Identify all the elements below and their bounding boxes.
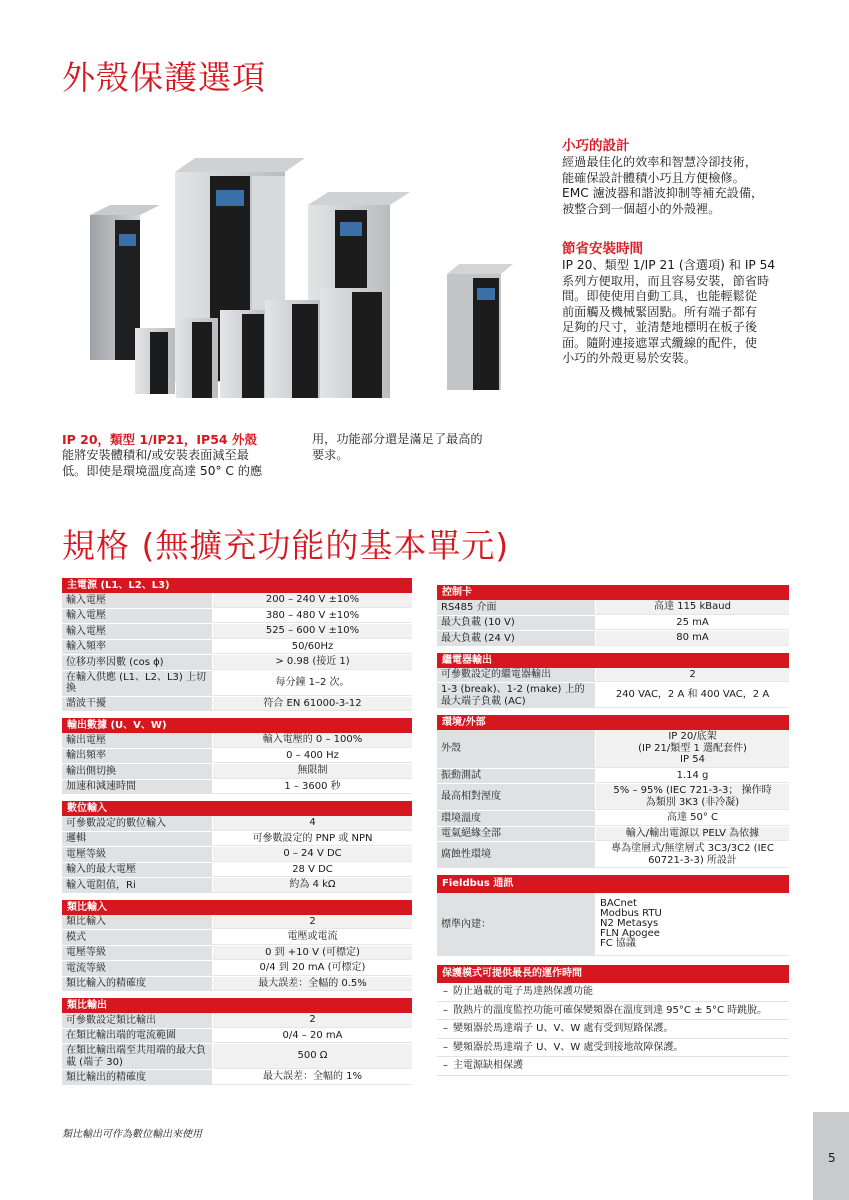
table-row — [62, 780, 412, 796]
table-row — [437, 811, 789, 827]
table-row — [62, 847, 412, 863]
install-line: 前面觸及機械緊固點。所有端子都有 — [562, 304, 757, 319]
table-cell-label: 振動測試 — [437, 769, 595, 784]
table-cell-value: 50/60Hz — [212, 640, 412, 655]
table-row — [62, 624, 412, 640]
fieldbus-item: N2 Metasys — [600, 918, 659, 929]
table-cell-label: 在類比輸出端的電流範圍 — [62, 1029, 212, 1044]
table-cell-label: 可參數設定的數位輸入 — [62, 816, 212, 831]
table-cell-label: 模式 — [62, 930, 212, 945]
table-row — [62, 749, 412, 765]
table-cell-label: 位移功率因數 (cos ϕ) — [62, 655, 212, 670]
table-row — [62, 1044, 412, 1070]
footnote: 類比輸出可作為數位輸出來使用 — [62, 1129, 202, 1140]
table-row — [62, 977, 412, 993]
table-cell-label: 邏輯 — [62, 832, 212, 847]
table-cell-label: 輸入電阻值，Ri — [62, 878, 212, 893]
table-row — [62, 697, 412, 713]
table-cell-label: 輸出電壓 — [62, 733, 212, 748]
product-image-small — [445, 262, 515, 392]
table-header: 類比輸出 — [62, 998, 412, 1013]
table-cell-value: 可參數設定的 PNP 或 NPN — [212, 832, 412, 847]
table-row — [62, 816, 412, 832]
table-cell-label: 電流等級 — [62, 961, 212, 976]
table-cell-value: 525 – 600 V ±10% — [212, 624, 412, 639]
table-cell-value: 0/4 到 20 mA (可標定) — [212, 961, 412, 976]
table-cell-label: 輸入電壓 — [62, 624, 212, 639]
table-cell-label: 輸出側切換 — [62, 764, 212, 779]
install-title: 節省安裝時間 — [562, 241, 643, 257]
fieldbus-item: FC 協議 — [600, 938, 636, 949]
table-cell-value: 200 – 240 V ±10% — [212, 593, 412, 608]
table-cell-value: IP 20/底架 (IP 21/類型 1 選配套件) IP 54 — [595, 730, 789, 768]
table-cell-label: 加速和減速時間 — [62, 780, 212, 795]
spec-block — [62, 998, 412, 1086]
table-header: 數位輸入 — [62, 801, 412, 816]
ip-line: 低。即使是環境溫度高達 50° C 的應 — [62, 464, 263, 478]
compact-design-title: 小巧的設計 — [562, 138, 630, 154]
compact-line: EMC 濾波器和諧波抑制等補充設備， — [562, 186, 764, 200]
table-cell-value: 最大誤差：全幅的 0.5% — [212, 977, 412, 992]
table-cell-value: 專為塗層式/無塗層式 3C3/3C2 (IEC 60721-3-3) 所設計 — [595, 842, 789, 868]
ip-line: 要求。 — [312, 448, 349, 462]
table-row — [437, 730, 789, 769]
table-cell-label: 外殼 — [437, 730, 595, 768]
spec-block — [62, 578, 412, 712]
table-row — [62, 946, 412, 962]
table-cell-value: 輸入/輸出電源以 PELV 為依據 — [595, 827, 789, 842]
table-row — [62, 961, 412, 977]
compact-line: 被整合到一個超小的外殼裡。 — [562, 201, 721, 216]
fieldbus-item: Modbus RTU — [600, 908, 662, 919]
table-cell-value: 240 VAC，2 A 和 400 VAC，2 A — [595, 683, 789, 708]
protection-item: – 變頻器於馬達端子 U、V、W 處受到接地故障保護。 — [437, 1039, 789, 1058]
page-number: 5 — [828, 1151, 836, 1165]
table-cell-value: 80 mA — [595, 631, 789, 646]
table-cell-value: 0 到 +10 V (可標定) — [212, 946, 412, 961]
spec-block — [437, 585, 789, 647]
fieldbus-block — [437, 875, 789, 957]
table-cell-label: 類比輸入 — [62, 915, 212, 930]
table-header: 輸出數據 (U、V、W) — [62, 718, 412, 733]
table-cell-value: 符合 EN 61000-3-12 — [212, 697, 412, 712]
table-header: 控制卡 — [437, 585, 789, 600]
table-cell-label: 可參數設定類比輸出 — [62, 1013, 212, 1028]
table-cell-label: 輸入電壓 — [62, 609, 212, 624]
table-cell-value: 500 Ω — [212, 1044, 412, 1069]
table-header: 繼電器輸出 — [437, 653, 789, 668]
table-row — [62, 593, 412, 609]
table-cell-value: 2 — [595, 668, 789, 683]
fieldbus-list — [595, 893, 789, 956]
table-row — [62, 733, 412, 749]
table-cell-value: 0/4 – 20 mA — [212, 1029, 412, 1044]
table-cell-label: 輸入電壓 — [62, 593, 212, 608]
table-cell-label: 1-3 (break)、1-2 (make) 上的最大端子負載 (AC) — [437, 683, 595, 708]
table-row — [62, 930, 412, 946]
table-row — [437, 784, 789, 811]
left-spec-table — [62, 578, 412, 1086]
protection-header: 保護模式可提供最長的運作時間 — [437, 965, 789, 983]
ip-text-col2 — [312, 431, 512, 463]
spec-block — [437, 715, 789, 869]
protection-item: – 防止過載的電子馬達熱保護功能 — [437, 983, 789, 1002]
table-cell-value: 0 – 24 V DC — [212, 847, 412, 862]
fieldbus-item: FLN Apogee — [600, 928, 660, 939]
table-cell-label: 電壓等級 — [62, 946, 212, 961]
fieldbus-item: BACnet — [600, 898, 637, 909]
table-cell-value: 無限制 — [212, 764, 412, 779]
ip-line: 用，功能部分還是滿足了最高的 — [312, 432, 483, 446]
table-cell-label: 最高相對溼度 — [437, 784, 595, 810]
table-header: 環境/外部 — [437, 715, 789, 730]
table-row — [437, 631, 789, 647]
table-cell-value: 電壓或電流 — [212, 930, 412, 945]
compact-line: 能確保設計體積小巧且方便檢修。 — [562, 170, 745, 185]
table-cell-value: 高達 50° C — [595, 811, 789, 826]
table-cell-value: 5% – 95% (IEC 721-3-3； 操作時 為類別 3K3 (非冷凝) — [595, 784, 789, 810]
table-header: 主電源 (L1、L2、L3) — [62, 578, 412, 593]
table-row — [437, 827, 789, 843]
table-cell-label: 腐蝕性環境 — [437, 842, 595, 868]
table-cell-value: 25 mA — [595, 616, 789, 631]
table-cell-label: 最大負載 (10 V) — [437, 616, 595, 631]
table-row — [62, 609, 412, 625]
ip-line: 能將安裝體積和/或安裝表面減至最 — [62, 448, 249, 462]
table-cell-label: 電壓等級 — [62, 847, 212, 862]
page-title: 外殼保護選項 — [62, 58, 266, 97]
table-cell-value: 每分鐘 1–2 次。 — [212, 671, 412, 696]
fieldbus-label: 標準內建： — [437, 893, 595, 956]
spec-block — [62, 718, 412, 795]
table-row — [62, 1070, 412, 1086]
table-cell-label: 在輸入供應 (L1、L2、L3) 上切換 — [62, 671, 212, 696]
table-row — [62, 863, 412, 879]
table-cell-label: 類比輸出的精確度 — [62, 1070, 212, 1085]
table-cell-value: 380 – 480 V ±10% — [212, 609, 412, 624]
ip-text-col1 — [62, 447, 282, 479]
install-line: 系列方便取用，而且容易安裝，節省時 — [562, 273, 770, 288]
compact-line: 經過最佳化的效率和智慧冷卻技術， — [562, 155, 757, 169]
table-cell-value: 1 – 3600 秒 — [212, 780, 412, 795]
table-cell-label: 諧波干擾 — [62, 697, 212, 712]
install-line: 間。即使使用自動工具，也能輕鬆從 — [562, 289, 757, 303]
table-row — [62, 671, 412, 697]
table-cell-label: 在類比輸出端至共用端的最大負載 (端子 30) — [62, 1044, 212, 1069]
table-cell-value: > 0.98 (接近 1) — [212, 655, 412, 670]
table-header: 類比輸入 — [62, 900, 412, 915]
table-row — [62, 764, 412, 780]
table-cell-label: 類比輸入的精確度 — [62, 977, 212, 992]
table-cell-label: 輸入頻率 — [62, 640, 212, 655]
table-row — [437, 769, 789, 785]
table-row — [437, 616, 789, 632]
table-cell-value: 高達 115 kBaud — [595, 600, 789, 615]
spec-block — [62, 900, 412, 993]
table-cell-label: RS485 介面 — [437, 600, 595, 615]
table-row — [437, 683, 789, 709]
fieldbus-header: Fieldbus 通訊 — [437, 875, 789, 893]
protection-item: – 變頻器於馬達端子 U、V、W 處有受到短路保護。 — [437, 1020, 789, 1039]
table-row — [62, 878, 412, 894]
table-row — [437, 668, 789, 684]
table-cell-value: 0 – 400 Hz — [212, 749, 412, 764]
table-cell-value: 約為 4 kΩ — [212, 878, 412, 893]
table-cell-value: 最大誤差：全幅的 1% — [212, 1070, 412, 1085]
table-row — [62, 915, 412, 931]
right-spec-table — [437, 585, 789, 1076]
spec-block — [62, 801, 412, 894]
protection-item: – 主電源缺相保護 — [437, 1057, 789, 1076]
install-line: 小巧的外殼更易於安裝。 — [562, 351, 697, 365]
table-cell-value: 4 — [212, 816, 412, 831]
table-cell-value: 28 V DC — [212, 863, 412, 878]
table-row — [437, 600, 789, 616]
table-cell-label: 最大負載 (24 V) — [437, 631, 595, 646]
table-cell-label: 輸入的最大電壓 — [62, 863, 212, 878]
table-cell-label: 環境溫度 — [437, 811, 595, 826]
spec-block — [437, 653, 789, 710]
ip-title: IP 20，類型 1/IP21，IP54 外殼 — [62, 432, 257, 447]
table-cell-value: 2 — [212, 1013, 412, 1028]
table-cell-value: 1.14 g — [595, 769, 789, 784]
spec-title: 規格 (無擴充功能的基本單元) — [62, 526, 510, 565]
table-row — [62, 655, 412, 671]
table-cell-value: 輸入電壓的 0 – 100% — [212, 733, 412, 748]
table-cell-label: 輸出頻率 — [62, 749, 212, 764]
compact-design-section — [562, 138, 792, 217]
install-line: 面。隨附連接遮罩式纜線的配件，使 — [562, 335, 757, 350]
table-row — [62, 1029, 412, 1045]
protection-item: – 散熱片的溫度監控功能可確保變頻器在溫度到達 95°C ± 5°C 時跳脫。 — [437, 1002, 789, 1021]
install-line: 足夠的尺寸，並清楚地標明在板子後 — [562, 320, 757, 334]
table-cell-label: 可參數設定的繼電器輸出 — [437, 668, 595, 683]
table-row — [62, 1013, 412, 1029]
protection-block — [437, 965, 789, 1076]
table-row — [62, 640, 412, 656]
table-cell-value: 2 — [212, 915, 412, 930]
table-cell-label: 電氣絕緣全部 — [437, 827, 595, 842]
table-row — [62, 832, 412, 848]
install-line: IP 20、類型 1/IP 21 (含選項) 和 IP 54 — [562, 258, 776, 272]
install-section — [562, 241, 792, 367]
table-row — [437, 842, 789, 869]
